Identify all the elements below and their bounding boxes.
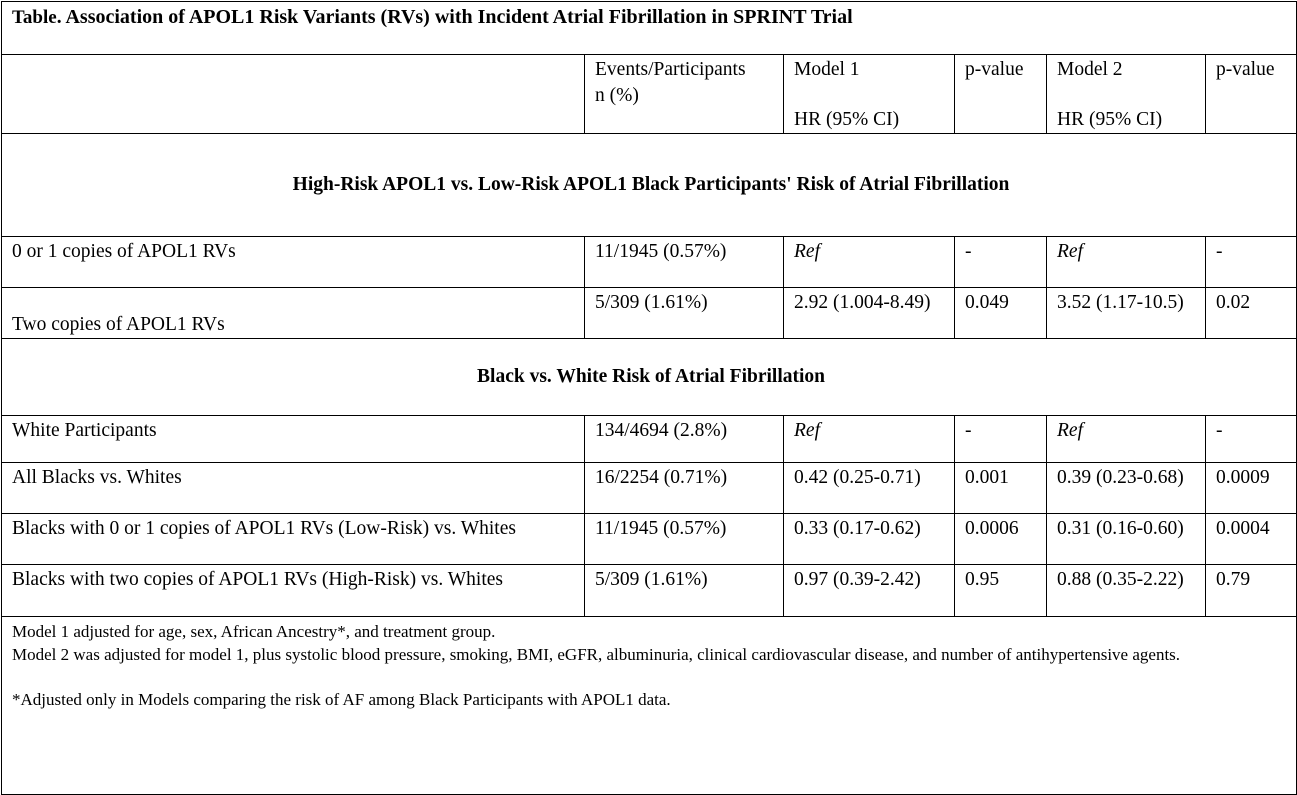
row-p1: 0.049 (955, 288, 1047, 339)
row-label: Two copies of APOL1 RVs (2, 288, 585, 339)
header-row (2, 55, 1297, 134)
table-row (2, 565, 1297, 617)
row-hr2: Ref (1047, 416, 1206, 463)
row-p1: 0.001 (955, 463, 1047, 514)
row-hr2: 3.52 (1.17-10.5) (1047, 288, 1206, 339)
row-label: White Participants (2, 416, 585, 463)
row-label: 0 or 1 copies of APOL1 RVs (2, 237, 585, 288)
row-p1: 0.0006 (955, 514, 1047, 565)
header-events-line1: Events/Participants (595, 59, 746, 80)
row-hr2: Ref (1047, 237, 1206, 288)
row-p2: 0.0004 (1206, 514, 1297, 565)
header-label-cell (2, 55, 585, 134)
row-hr1: 0.33 (0.17-0.62) (784, 514, 955, 565)
section-heading-row (2, 134, 1297, 237)
header-model1-line1: Model 1 (794, 59, 860, 80)
header-pvalue2: p-value (1206, 55, 1297, 134)
table-title (2, 2, 1297, 55)
header-pvalue1: p-value (955, 55, 1047, 134)
row-events: 11/1945 (0.57%) (585, 514, 784, 565)
row-label: All Blacks vs. Whites (2, 463, 585, 514)
row-hr1: Ref (784, 416, 955, 463)
row-p2: 0.0009 (1206, 463, 1297, 514)
header-model2 (1047, 55, 1206, 134)
row-p2: - (1206, 416, 1297, 463)
table-row (2, 463, 1297, 514)
row-events: 134/4694 (2.8%) (585, 416, 784, 463)
row-hr1: 0.97 (0.39-2.42) (784, 565, 955, 617)
row-p1: 0.95 (955, 565, 1047, 617)
section-heading-race: Black vs. White Risk of Atrial Fibrillation (2, 339, 1297, 416)
row-hr1: 0.42 (0.25-0.71) (784, 463, 955, 514)
table-row (2, 416, 1297, 463)
section-heading-apol1: High-Risk APOL1 vs. Low-Risk APOL1 Black Participants' Risk of Atrial Fibrillation (2, 134, 1297, 237)
footnote-model2: Model 2 was adjusted for model 1, plus systolic blood pressure, smoking, BMI, eGFR, albuminuria, clinical cardiovascular disease, and number of antihypertensive agents. (12, 644, 1181, 664)
header-events (585, 55, 784, 134)
row-p2: 0.79 (1206, 565, 1297, 617)
title-row (2, 2, 1297, 55)
header-model2-line1: Model 2 (1057, 59, 1123, 80)
row-events: 5/309 (1.61%) (585, 288, 784, 339)
title-text: Association of APOL1 Risk Variants (RVs) with Incident Atrial Fibrillation in SPRINT Trial (61, 6, 853, 28)
table-row (2, 514, 1297, 565)
row-hr1: Ref (784, 237, 955, 288)
row-events: 16/2254 (0.71%) (585, 463, 784, 514)
title-prefix: Table (12, 7, 57, 28)
row-hr2: 0.31 (0.16-0.60) (1047, 514, 1206, 565)
header-model1 (784, 55, 955, 134)
header-events-line2: n (%) (595, 85, 639, 106)
row-hr2: 0.88 (0.35-2.22) (1047, 565, 1206, 617)
table-row (2, 288, 1297, 339)
row-events: 11/1945 (0.57%) (585, 237, 784, 288)
table-row (2, 237, 1297, 288)
row-p1: - (955, 416, 1047, 463)
row-hr2: 0.39 (0.23-0.68) (1047, 463, 1206, 514)
row-hr1: 2.92 (1.004-8.49) (784, 288, 955, 339)
row-p1: - (955, 237, 1047, 288)
footnote-row (2, 617, 1297, 795)
title-separator: . (56, 7, 62, 28)
row-label: Blacks with two copies of APOL1 RVs (High-Risk) vs. Whites (2, 565, 585, 617)
row-label: Blacks with 0 or 1 copies of APOL1 RVs (Low-Risk) vs. Whites (2, 514, 585, 565)
footnotes (2, 617, 1297, 795)
row-events: 5/309 (1.61%) (585, 565, 784, 617)
section-heading-row (2, 339, 1297, 416)
header-model1-line2: HR (95% CI) (794, 109, 900, 130)
footnote-asterisk: *Adjusted only in Models comparing the risk of AF among Black Participants with APOL1 data. (12, 689, 671, 709)
footnote-model1: Model 1 adjusted for age, sex, African Ancestry*, and treatment group. (12, 622, 496, 641)
row-p2: 0.02 (1206, 288, 1297, 339)
apol1-table (1, 1, 1297, 795)
row-p2: - (1206, 237, 1297, 288)
header-model2-line2: HR (95% CI) (1057, 109, 1163, 130)
